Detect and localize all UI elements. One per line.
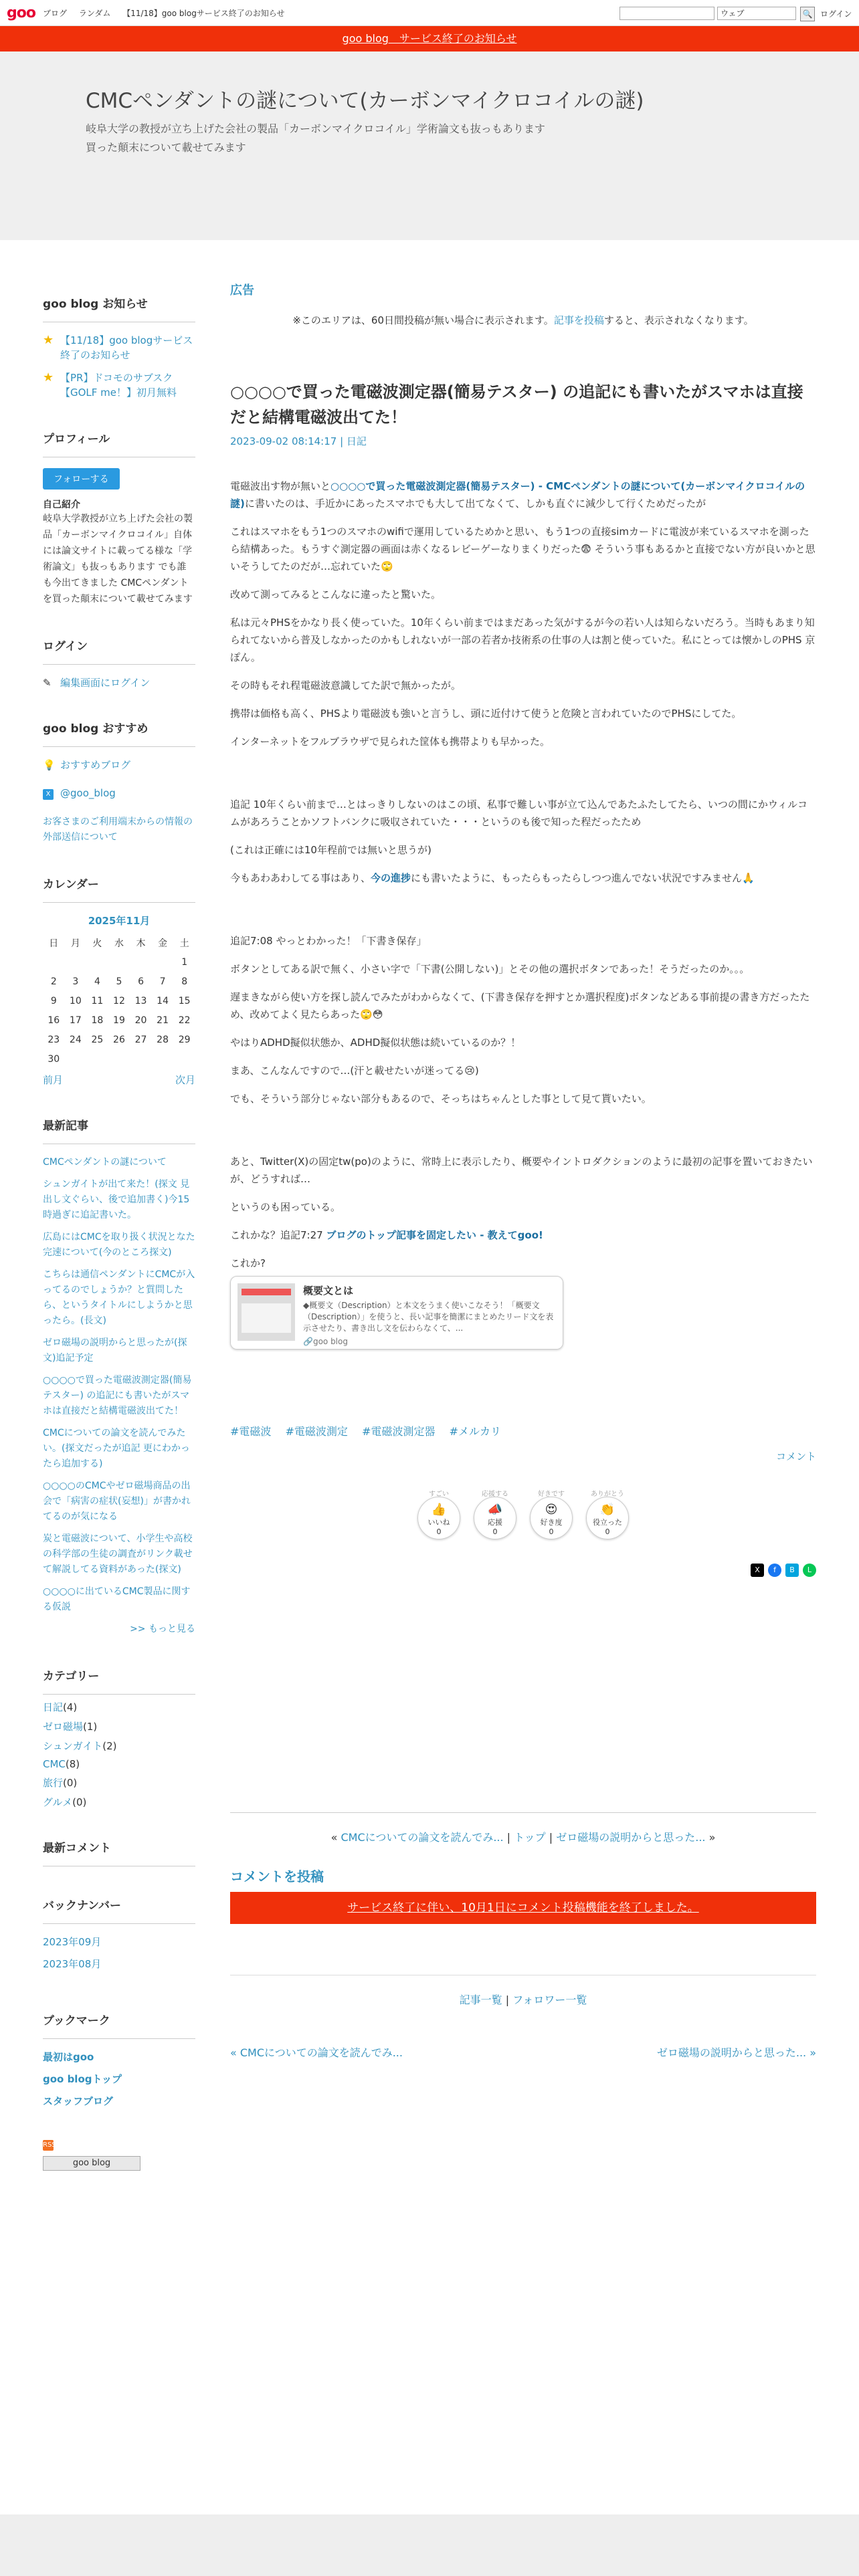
service-end-link[interactable]: goo blog サービス終了のお知らせ [342,32,517,45]
calendar-cell [86,1049,108,1069]
calendar-cell: 26 [113,1034,125,1045]
reaction-buttons [230,1491,816,1539]
comment-link[interactable]: コメント [775,1451,816,1463]
bookmark-link[interactable]: goo blogトップ [43,2073,122,2085]
link-card-source [303,1337,556,1346]
news-heading: goo blog お知らせ [43,294,195,322]
calendar-cell [65,1049,87,1069]
calendar-day-header: 金 [158,938,168,949]
category-item [43,1795,195,1809]
star-icon: ★ [43,333,54,347]
link-icon: 🔗 [303,1337,313,1346]
bookmark-link[interactable]: スタッフブログ [43,2095,114,2107]
footer [0,2514,859,2576]
main-content [230,281,816,2060]
reaction-name: 好き度 [540,1518,563,1527]
calendar-cell [86,952,108,972]
goo-blog-badge[interactable]: goo blog [43,2156,140,2171]
blog-title[interactable]: CMCペンダントの謎について(カーボンマイクロコイルの謎) [86,89,644,113]
news-link[interactable]: 【11/18】goo blogサービス終了のお知らせ [60,334,193,361]
paragraph: 携帯は価格も高く、PHSより電磁波も強いと言うし、頭に近付けて使うと危険と言われていたのでPHSにしてた。 [230,708,742,720]
text: に書いたのは、手近かにあったスマホでも大して出てなくて、しかも直ぐに減少して行くためだったが [244,498,706,510]
recent-post-link[interactable]: 炭と電磁波について、小学生や高校の科学部の生徒の調査がリンク載せて解説してる資料があった(探文) [43,1533,193,1575]
rss-icon[interactable]: RSS [43,2140,54,2151]
search-scope-select[interactable]: ウェブ [717,7,796,20]
post-category-link[interactable]: 日記 [346,435,367,447]
calendar-cell: 27 [134,1034,147,1045]
calendar-cell: 8 [181,976,188,987]
recent-post-link[interactable]: ○○○○で買った電磁波測定器(簡易テスター) の追記にも書いたがスマホは直接だと結構電磁波出てた！ [43,1375,192,1416]
news-item [43,370,195,400]
post-navigation: « CMCについての論文を読んでみ... | トップ | ゼロ磁場の説明からと思った... » [230,1812,816,1844]
calendar-nav [43,1073,195,1087]
top-link-notice[interactable]: 【11/18】goo blogサービス終了のお知らせ [122,9,285,18]
share-buttons [230,1564,816,1577]
reaction-name: いいね [427,1518,450,1527]
ad-note [230,313,816,327]
comment-closed-text[interactable]: サービス終了に伴い、10月1日にコメント投稿機能を終了しました。 [347,1901,699,1915]
post-article-link[interactable]: 記事を投稿 [553,314,604,326]
reaction-label: 応援する [482,1491,508,1498]
next-post-link[interactable]: ゼロ磁場の説明からと思った... [556,1831,706,1844]
x-share-icon[interactable]: X [751,1564,764,1577]
latest-comments-heading: 最新コメント [43,1838,195,1866]
top-link-random[interactable]: ランダム [78,9,111,18]
calendar-cell: 9 [50,995,57,1006]
backnumber-section [43,1896,195,1971]
heart-eyes-icon: 😍 [545,1503,558,1517]
reaction-count: 0 [492,1527,498,1536]
category-count: (0) [63,1777,78,1789]
post-date: 2023-09-02 08:14:17 [230,435,337,447]
reaction-count: 0 [436,1527,442,1536]
category-link[interactable]: グルメ [43,1796,73,1808]
facebook-share-icon[interactable]: f [768,1564,781,1577]
recommend-blog-link[interactable]: おすすめブログ [60,759,131,771]
calendar-cell [108,1049,130,1069]
calendar-prev-link[interactable]: 前月 [43,1074,64,1086]
login-heading: ログイン [43,637,195,665]
paragraph: これはスマホをもう1つのスマホのwifiで運用しているためかと思い、もう1つの直接simカードに電波が来ているスマホを測ったら結構あった。もうすぐ測定器の画面は赤くなるレビーゲーなりまくりだった😨 そういう事もあるかと直接でない方が良いかと思いそうしてたのだが…忘れていた🙄 [230,526,816,572]
line-share-icon[interactable]: L [803,1564,816,1577]
reaction-name: 役立った [593,1518,622,1527]
bottom-post-navigation [230,2044,816,2060]
category-item [43,1700,195,1714]
category-count: (1) [83,1721,98,1733]
bookmark-heading: ブックマーク [43,2011,195,2039]
calendar-cell: 15 [178,995,191,1006]
calendar-cell [130,1049,152,1069]
reaction-label: すごい [429,1491,449,1498]
hatena-share-icon[interactable]: B [785,1564,799,1577]
sidebar [43,294,195,2171]
calendar-day-header: 火 [92,938,102,949]
text: にも書いたように、もったらもったらしつつ進んでない状況ですみません🙏 [411,872,755,884]
calendar-cell: 5 [116,976,122,987]
paragraph: というのも困っている。 [230,1201,341,1213]
link-card-source-name: goo blog [312,1337,348,1346]
calendar-cell [130,952,152,972]
ad-note-text-end: すると、表示されなくなります。 [603,314,754,326]
prev-post-link[interactable]: CMCについての論文を読んでみ... [341,1831,504,1844]
oshiete-goo-link[interactable]: ブログのトップ記事を固定したい - 教えてgoo! [326,1229,543,1241]
feed-section [43,2137,195,2171]
link-card[interactable] [230,1276,563,1350]
recent-post-link[interactable]: ○○○○のCMCやゼロ磁場商品の出会で「病害の症状(妄想)」が書かれてるのが気になる [43,1481,191,1522]
bottom-prev-link[interactable]: « CMCについての論文を読んでみ... [230,2046,403,2059]
calendar-day-header: 月 [70,938,80,949]
category-heading: カテゴリー [43,1667,195,1695]
paragraph: まあ、こんなんですので…(汗と載せたいが迷ってる😢) [230,1065,479,1077]
paragraph: あと、Twitter(X)の固定tw(po)のように、常時上に表示したり、概要やイントロダクションのように最初の記事を置いておきたいが、どうすれば… [230,1156,813,1185]
calendar-cell: 23 [47,1034,60,1045]
post-body [230,477,816,1350]
news-section [43,294,195,400]
goo-logo[interactable]: goo [7,5,35,21]
calendar-cell: 10 [69,995,82,1006]
comment-closed-banner [230,1892,816,1924]
top-links [43,7,294,19]
profile-section [43,429,195,607]
link-card-body [303,1283,556,1346]
calendar-cell: 29 [178,1034,191,1045]
backnumber-heading: バックナンバー [43,1896,195,1924]
calendar-cell: 6 [138,976,144,987]
reaction-count: 0 [605,1527,610,1536]
paragraph: インターネットをフルブラウザで見られた筐体も携帯よりも早かった。 [230,736,551,748]
calendar-cell: 7 [159,976,166,987]
blog-description [86,120,545,157]
paragraph: やはりADHD擬似状態か、ADHD擬似状態は続いているのか？！ [230,1037,521,1049]
calendar-cell: 16 [47,1014,60,1026]
service-end-banner [0,26,859,51]
calendar-cell: 14 [157,995,169,1006]
calendar-cell: 4 [94,976,100,987]
star-icon: ★ [43,370,54,385]
follower-list-link[interactable]: フォロワー一覧 [512,1994,587,2006]
post-title[interactable]: ○○○○で買った電磁波測定器(簡易テスター) の追記にも書いたがスマホは直接だと結構電磁波出てた！ [230,383,803,427]
calendar-cell [152,952,174,972]
calendar-next-link[interactable]: 次月 [175,1074,195,1086]
paragraph: その時もそれ程電磁波意識してた訳で無かったが。 [230,679,462,691]
calendar-cell: 28 [157,1034,169,1045]
reaction-label: 好きです [538,1491,565,1498]
bottom-next-link[interactable]: ゼロ磁場の説明からと思った... » [656,2046,816,2059]
calendar-cell: 25 [91,1034,104,1045]
calendar-table [43,933,195,1069]
recommend-row [43,786,195,800]
clap-icon: 👏 [599,1503,615,1517]
text: これかな？追記7:27 [230,1229,326,1241]
calendar-day-header: 木 [136,938,146,949]
calendar-day-header: 日 [49,938,59,949]
paragraph [230,869,816,887]
reaction-like-button[interactable] [417,1491,460,1539]
recent-posts-section [43,1116,195,1637]
category-item [43,1776,195,1790]
top-bar [0,0,859,26]
article-link[interactable]: ○○○○で買った電磁波測定器(簡易テスター) - CMCペンダントの謎について(カーボンマイクロコイルの謎) [230,480,805,510]
paragraph: (これは正確には10年程前では無いと思うが) [230,844,432,856]
edit-login-row [43,675,195,689]
link-card-thumbnail [237,1283,295,1341]
category-link[interactable]: CMC [43,1758,66,1770]
paragraph: ボタンとしてある訳で無く、小さい字で「下書(公開しない)」とその他の選択ボタンであった！そうだったのか。。。 [230,963,750,975]
calendar-section [43,875,195,1087]
reaction-label: ありがとう [591,1491,624,1498]
lightbulb-icon: 💡 [43,758,56,771]
category-count: (0) [72,1796,87,1808]
top-link[interactable]: トップ [514,1831,546,1844]
category-item [43,1739,195,1753]
paragraph: これか? [230,1257,266,1269]
category-count: (4) [63,1701,78,1713]
text: 今もあわあわしてる事はあり、 [230,872,371,884]
backnumber-link[interactable]: 2023年08月 [43,1958,102,1970]
recent-posts-heading: 最新記事 [43,1116,195,1144]
calendar-cell [65,952,87,972]
calendar-cell: 1 [181,956,188,968]
calendar-cell [108,952,130,972]
calendar-cell: 12 [113,995,125,1006]
reaction-love-button[interactable] [530,1491,573,1539]
tag-link[interactable]: #電磁波測定 [285,1425,348,1438]
progress-link[interactable]: 今の進捗 [371,872,411,884]
post-meta: 2023-09-02 08:14:17 | 日記 [230,435,367,447]
pencil-icon: ✎ [43,676,52,689]
bookmark-link[interactable]: 最初はgoo [43,2051,94,2063]
calendar-cell: 20 [134,1014,147,1026]
paragraph: 追記 10年くらい前まで…とはっきりしないのはこの頃、私事で難しい事が立て込んであたふたしてたら、いつの間にかウィルコムがあろうことかソフトバンクに吸収されていた・・・というのも後で知った程だったため [230,798,807,828]
comment-heading: コメントを投稿 [230,1868,324,1885]
login-link[interactable]: ログイン [820,9,852,19]
text: 電磁波出す物が無いと [230,480,331,492]
calendar-cell: 2 [50,976,57,987]
paragraph: 追記7:08 やっとわかった！「下書き保存」 [230,935,427,947]
x-icon: X [43,786,60,800]
edit-login-link[interactable]: 編集画面にログイン [60,677,151,689]
ad-note-text: ※このエリアは、60日間投稿が無い場合に表示されます。 [292,314,554,326]
recommend-heading: goo blog おすすめ [43,719,195,747]
calendar-cell [152,1049,174,1069]
paragraph: 私は元々PHSをかなり長く使っていた。10年くらい前まではまだあった気がするが今の若い人は知らないだろう。当時もあまり知られてないから普及しなかったのかもしれないが一部の若者か技術系の仕事の人は割と使っていた。私にとっては懐かしのPHS 京ぽん。 [230,617,816,663]
megaphone-icon: 📣 [487,1503,503,1517]
tag-link[interactable]: #電磁波 [230,1425,272,1438]
category-section [43,1667,195,1809]
paragraph: 改めて測ってみるとこんなに違ったと驚いた。 [230,588,442,601]
calendar-day-header: 水 [114,938,124,949]
calendar-cell: 30 [47,1053,60,1065]
comment-link-row [230,1449,816,1463]
reaction-helpful-button[interactable] [586,1491,629,1539]
calendar-heading: カレンダー [43,875,195,903]
tag-link[interactable]: #メルカリ [449,1425,501,1438]
category-link[interactable]: 旅行 [43,1777,64,1789]
ad-heading: 広告 [230,284,254,298]
goo-blog-twitter-link[interactable]: @goo_blog [60,787,116,799]
recent-post-link[interactable]: 広島にはCMCを取り扱く状況となた完速について(今のところ探文) [43,1232,195,1258]
category-count: (8) [65,1758,80,1770]
blog-header [0,51,859,240]
list-navigation: 記事一覧 | フォロワー一覧 [230,1975,816,2007]
link-card-description: ◆概要文（Description）と本文をうまく使いこなそう！「概要文（Description）」を使うと、長い記事を簡潔にまとめたリード文を表示させたり、書き出し文を伝わらなくて、... [303,1301,554,1333]
category-link[interactable]: 日記 [43,1701,64,1713]
reaction-name: 応援 [488,1518,502,1527]
category-item [43,1758,195,1770]
profile-label: 自己紹介 [43,500,80,510]
calendar-cell: 17 [69,1014,82,1026]
blog-description-line1: 岐阜大学の教授が立ち上げた会社の製品「カーボンマイクロコイル」学術論文も抜っもあります [86,122,545,135]
calendar-cell [173,1049,195,1069]
profile-text: 岐阜大学教授が立ち上げた会社の製品「カーボンマイクロコイル」自体には論文サイトに載ってる様な「学術論文」も抜っもあります でも誰も今出てきました CMCペンダントを買った顛末について載せてみます [43,514,193,605]
recent-post-link[interactable]: CMCについての論文を読んでみたい。(探文だったが追記 更にわかったら追加する) [43,1428,190,1469]
top-link-blog[interactable]: ブログ [43,9,68,18]
calendar-cell: 19 [113,1014,125,1026]
article-list-link[interactable]: 記事一覧 [459,1994,502,2006]
calendar-cell: 21 [157,1014,169,1026]
reaction-count: 0 [549,1527,554,1536]
news-link[interactable]: 【PR】ドコモのサブスク【GOLF me！】初月無料 [60,372,177,399]
calendar-cell: 24 [69,1034,82,1045]
link-card-title: 概要文とは [303,1285,354,1297]
calendar-cell: 13 [134,995,147,1006]
category-count: (2) [102,1740,117,1752]
calendar-cell: 11 [91,995,104,1006]
calendar-cell [43,952,65,972]
recent-post-link[interactable]: CMCペンダントの謎について [43,1157,167,1168]
recent-post-link[interactable]: シュンガイトが出て来た！(探文 見出し文ぐらい、後で追加書く)今15時過ぎに追記書いた。 [43,1179,190,1220]
follow-button[interactable]: フォローする [43,468,120,490]
more-posts-link[interactable]: >> もっと見る [130,1624,195,1634]
paragraph: でも、そういう部分じゃない部分もあるので、そっちはちゃんとした事として見て貰いたい。 [230,1093,652,1105]
backnumber-link[interactable]: 2023年09月 [43,1936,102,1948]
recent-post-link[interactable]: ゼロ磁場の説明からと思ったが(探文)追記予定 [43,1337,187,1364]
paragraph [230,1226,816,1244]
tag-list [230,1423,816,1438]
bookmark-section [43,2011,195,2108]
category-link[interactable]: シュンガイト [43,1740,103,1752]
blog-description-line2: 買った顛末について載せてみます [86,141,246,154]
external-transmission-link[interactable]: お客さまのご利用端末からの情報の外部送信について [43,817,193,843]
profile-heading: プロフィール [43,429,195,457]
category-link[interactable]: ゼロ磁場 [43,1721,84,1733]
calendar-month: 2025年11月 [88,915,151,927]
recent-post-link[interactable]: こちらは通信ペンダントにCMCが入ってるのでしょうか？と質問したら、というタイトルにしようかと思ったら。(長文) [43,1269,195,1326]
latest-comments-section [43,1838,195,1866]
reaction-cheer-button[interactable] [474,1491,516,1539]
recommend-row [43,758,195,772]
news-item [43,333,195,362]
calendar-day-header: 土 [179,938,189,949]
recommend-section [43,719,195,845]
calendar-cell: 18 [91,1014,104,1026]
search-button[interactable]: 🔍 [800,7,815,21]
paragraph: 遅まきながら使い方を探し読んでみたがわからなくて、(下書き保存を押すとか選択程度)ボタンなどある事前提の書き方だったため、改めてよく見たらあった🙄😳 [230,991,810,1021]
tag-link[interactable]: #電磁波測定器 [362,1425,436,1438]
category-item [43,1719,195,1733]
calendar-cell: 22 [178,1014,191,1026]
thumbs-up-icon: 👍 [431,1503,447,1517]
paragraph [230,477,816,512]
login-section [43,637,195,689]
calendar-cell: 3 [72,976,79,987]
recent-post-link[interactable]: ○○○○に出ているCMC製品に関する仮説 [43,1586,191,1612]
search-input[interactable] [619,7,714,20]
